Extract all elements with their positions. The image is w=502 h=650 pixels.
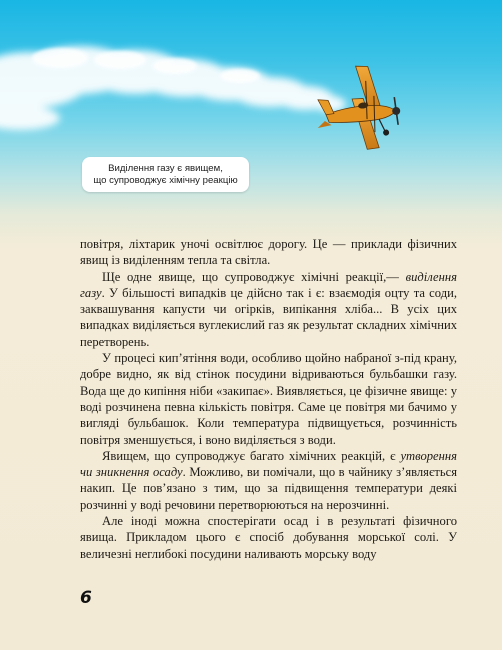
paragraph: Але іноді можна спостерігати осад і в результаті фізичного явища. Прикладом цього є спосіб добування морської солі. У величезні неглибокі посудини наливають морську воду <box>80 514 457 561</box>
paragraph: повітря, ліхтарик уночі освітлює дорогу. Це — приклади фізичних явищ із виділенням тепла та світла. <box>80 237 457 268</box>
body-text <box>80 236 457 562</box>
caption-line-1: Виділення газу є явищем, <box>108 162 223 174</box>
paragraph: У процесі кип’ятіння води, особливо щойно набраної з-під крану, добре видно, як від стінок посудини відриваються бульбашки газу. Вода ще до кипіння ніби «закипає». Виявляється, це фізичне явище: у воді розчинена певна кількість повітря. Саме це повітря ми бачимо у вигляді бульбашок. Коли температура підвищується, розчинність повітря зменшується, і воно виділяється з води. <box>80 351 457 447</box>
caption-line-2: що супроводжує хімічну реакцію <box>93 174 238 186</box>
paragraph-text: . У більшості випадків це дійсно так і є: взаємодія оцту та соди, заквашування капусти чи огірків, випікання хліба... В усіх цих випадках виділяється вуглекислий газ як результат складних хімічних перетворень. <box>80 285 457 349</box>
term-precipitate: утворення чи зникнення осаду <box>80 448 457 480</box>
paragraph <box>80 269 457 350</box>
airplane-illustration <box>0 0 502 235</box>
term-gas-release: виділення газу <box>80 269 457 300</box>
paragraph-text: Явищем, що супроводжує багато хімічних реакцій, є <box>102 448 401 463</box>
figure-caption <box>82 157 249 192</box>
page-number: 6 <box>80 588 92 608</box>
paragraph <box>80 448 457 513</box>
paragraph-text: . Можливо, ви помічали, що в чайнику з’являється накип. Це пов’язано з тим, що за підвищення температури деякі розчинні у воді речовини перетворюються на нерозчинні. <box>80 465 457 512</box>
biplane <box>310 61 405 156</box>
paragraph-text: Ще одне явище, що супроводжує хімічні реакції,— <box>102 269 406 284</box>
